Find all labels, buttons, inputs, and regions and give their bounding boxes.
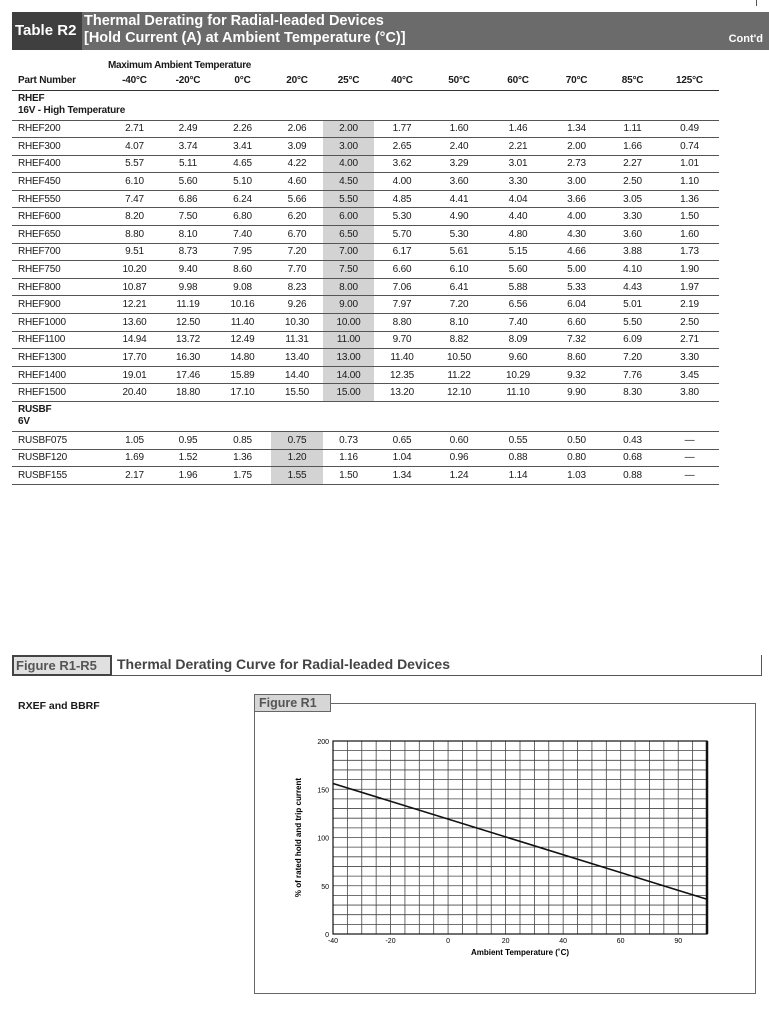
group-name: RHEF bbox=[18, 92, 45, 104]
value-cell: 4.90 bbox=[430, 208, 488, 226]
value-cell: 7.50 bbox=[162, 208, 214, 226]
value-cell: 1.36 bbox=[660, 190, 719, 208]
value-cell: 10.20 bbox=[107, 261, 162, 279]
value-cell: 0.85 bbox=[214, 432, 271, 450]
value-cell: 8.23 bbox=[271, 278, 323, 296]
part-number-cell: RHEF400 bbox=[12, 155, 107, 173]
column-header-part-number: Part Number bbox=[12, 72, 107, 90]
value-cell: 15.50 bbox=[271, 384, 323, 402]
table-row bbox=[12, 138, 719, 156]
value-cell: 11.00 bbox=[323, 331, 374, 349]
value-cell: 6.04 bbox=[548, 296, 605, 314]
table-row bbox=[12, 349, 719, 367]
figure-section-tag: Figure R1-R5 bbox=[12, 655, 112, 676]
value-cell: 1.60 bbox=[430, 120, 488, 138]
value-cell: 6.56 bbox=[488, 296, 548, 314]
value-cell: 1.20 bbox=[271, 449, 323, 467]
part-number-cell: RHEF750 bbox=[12, 261, 107, 279]
value-cell: 7.95 bbox=[214, 243, 271, 261]
table-row bbox=[12, 208, 719, 226]
table-title bbox=[84, 13, 406, 47]
value-cell: 14.94 bbox=[107, 331, 162, 349]
table-row bbox=[12, 173, 719, 191]
value-cell: 0.88 bbox=[605, 467, 660, 485]
value-cell: 3.05 bbox=[605, 190, 660, 208]
value-cell: 9.90 bbox=[548, 384, 605, 402]
column-header-temp: 60°C bbox=[488, 72, 548, 90]
value-cell: 8.20 bbox=[107, 208, 162, 226]
value-cell: 9.60 bbox=[488, 349, 548, 367]
value-cell: 8.10 bbox=[162, 226, 214, 244]
column-header-temp: 20°C bbox=[271, 72, 323, 90]
value-cell: 1.77 bbox=[374, 120, 430, 138]
value-cell: 3.41 bbox=[214, 138, 271, 156]
y-tick-label: 50 bbox=[321, 883, 329, 891]
y-axis-label: % of rated hold and trip current bbox=[294, 777, 303, 898]
value-cell: 7.32 bbox=[548, 331, 605, 349]
value-cell: 4.50 bbox=[323, 173, 374, 191]
column-header-temp: 125°C bbox=[660, 72, 719, 90]
value-cell: 8.09 bbox=[488, 331, 548, 349]
value-cell: 1.46 bbox=[488, 120, 548, 138]
value-cell: 2.73 bbox=[548, 155, 605, 173]
value-cell: 1.16 bbox=[323, 449, 374, 467]
value-cell: 5.70 bbox=[374, 226, 430, 244]
value-cell: 2.06 bbox=[271, 120, 323, 138]
value-cell: 6.20 bbox=[271, 208, 323, 226]
value-cell: 0.50 bbox=[548, 432, 605, 450]
value-cell: 9.32 bbox=[548, 366, 605, 384]
column-group-header: Maximum Ambient Temperature bbox=[108, 60, 252, 71]
column-header-temp: 40°C bbox=[374, 72, 430, 90]
value-cell: 0.74 bbox=[660, 138, 719, 156]
value-cell: 1.03 bbox=[548, 467, 605, 485]
value-cell: 0.55 bbox=[488, 432, 548, 450]
group-name: RUSBF bbox=[18, 404, 52, 415]
value-cell: 7.70 bbox=[271, 261, 323, 279]
part-number-cell: RHEF200 bbox=[12, 120, 107, 138]
value-cell: 9.70 bbox=[374, 331, 430, 349]
figure-subheading: RXEF and BBRF bbox=[18, 700, 100, 712]
value-cell: 14.40 bbox=[271, 366, 323, 384]
y-tick-label: 100 bbox=[317, 835, 329, 843]
value-cell: 1.69 bbox=[107, 449, 162, 467]
value-cell: 6.24 bbox=[214, 190, 271, 208]
table-header-bar bbox=[12, 12, 769, 50]
value-cell: 0.68 bbox=[605, 449, 660, 467]
value-cell: 11.22 bbox=[430, 366, 488, 384]
value-cell: 4.43 bbox=[605, 278, 660, 296]
value-cell: 1.75 bbox=[214, 467, 271, 485]
table-title-line2: [Hold Current (A) at Ambient Temperature (°C)] bbox=[84, 30, 406, 46]
value-cell: 7.97 bbox=[374, 296, 430, 314]
x-axis-label: Ambient Temperature (˚C) bbox=[470, 948, 570, 957]
part-number-cell: RUSBF075 bbox=[12, 432, 107, 450]
table-row bbox=[12, 261, 719, 279]
value-cell: 5.50 bbox=[605, 314, 660, 332]
column-header-temp: 50°C bbox=[430, 72, 488, 90]
value-cell: 6.41 bbox=[430, 278, 488, 296]
value-cell: 2.50 bbox=[605, 173, 660, 191]
value-cell: 8.60 bbox=[214, 261, 271, 279]
value-cell: 11.31 bbox=[271, 331, 323, 349]
value-cell: 9.26 bbox=[271, 296, 323, 314]
value-cell: — bbox=[660, 449, 719, 467]
x-tick-label: 0 bbox=[446, 938, 451, 945]
value-cell: 8.82 bbox=[430, 331, 488, 349]
value-cell: 10.50 bbox=[430, 349, 488, 367]
value-cell: 3.80 bbox=[660, 384, 719, 402]
value-cell: 2.00 bbox=[323, 120, 374, 138]
value-cell: 6.70 bbox=[271, 226, 323, 244]
value-cell: 4.00 bbox=[323, 155, 374, 173]
value-cell: 3.66 bbox=[548, 190, 605, 208]
value-cell: 7.40 bbox=[488, 314, 548, 332]
value-cell: 4.04 bbox=[488, 190, 548, 208]
table-row bbox=[12, 243, 719, 261]
value-cell: 14.80 bbox=[214, 349, 271, 367]
header-row bbox=[12, 72, 719, 90]
part-number-cell: RHEF550 bbox=[12, 190, 107, 208]
table-row bbox=[12, 314, 719, 332]
value-cell: 4.00 bbox=[374, 173, 430, 191]
part-number-cell: RUSBF155 bbox=[12, 467, 107, 485]
value-cell: 6.10 bbox=[107, 173, 162, 191]
column-header-temp: 0°C bbox=[214, 72, 271, 90]
value-cell: 12.10 bbox=[430, 384, 488, 402]
value-cell: 5.50 bbox=[323, 190, 374, 208]
value-cell: 4.60 bbox=[271, 173, 323, 191]
value-cell: — bbox=[660, 432, 719, 450]
table-tag: Table R2 bbox=[12, 12, 82, 50]
value-cell: 3.62 bbox=[374, 155, 430, 173]
value-cell: 9.40 bbox=[162, 261, 214, 279]
table-row bbox=[12, 432, 719, 450]
page-corner-mark bbox=[756, 0, 757, 6]
part-number-cell: RHEF1500 bbox=[12, 384, 107, 402]
value-cell: 5.66 bbox=[271, 190, 323, 208]
value-cell: 5.10 bbox=[214, 173, 271, 191]
value-cell: 1.05 bbox=[107, 432, 162, 450]
value-cell: 3.30 bbox=[660, 349, 719, 367]
value-cell: 0.43 bbox=[605, 432, 660, 450]
value-cell: 1.60 bbox=[660, 226, 719, 244]
value-cell: 4.07 bbox=[107, 138, 162, 156]
value-cell: 12.21 bbox=[107, 296, 162, 314]
value-cell: 7.76 bbox=[605, 366, 660, 384]
derating-table bbox=[12, 72, 719, 485]
value-cell: 3.60 bbox=[430, 173, 488, 191]
x-tick-label: 20 bbox=[501, 938, 510, 945]
value-cell: 4.30 bbox=[548, 226, 605, 244]
table-row bbox=[12, 366, 719, 384]
value-cell: 10.30 bbox=[271, 314, 323, 332]
value-cell: 9.00 bbox=[323, 296, 374, 314]
value-cell: 18.80 bbox=[162, 384, 214, 402]
value-cell: 3.60 bbox=[605, 226, 660, 244]
value-cell: 8.00 bbox=[323, 278, 374, 296]
value-cell: 1.36 bbox=[214, 449, 271, 467]
table-row bbox=[12, 190, 719, 208]
value-cell: 20.40 bbox=[107, 384, 162, 402]
value-cell: 4.65 bbox=[214, 155, 271, 173]
value-cell: 6.60 bbox=[548, 314, 605, 332]
value-cell: 2.71 bbox=[107, 120, 162, 138]
value-cell: 6.60 bbox=[374, 261, 430, 279]
value-cell: 0.60 bbox=[430, 432, 488, 450]
table-row bbox=[12, 384, 719, 402]
value-cell: 11.40 bbox=[214, 314, 271, 332]
value-cell: 7.20 bbox=[605, 349, 660, 367]
value-cell: 10.29 bbox=[488, 366, 548, 384]
value-cell: 4.10 bbox=[605, 261, 660, 279]
value-cell: 4.66 bbox=[548, 243, 605, 261]
value-cell: 1.04 bbox=[374, 449, 430, 467]
value-cell: 17.10 bbox=[214, 384, 271, 402]
value-cell: 5.60 bbox=[162, 173, 214, 191]
value-cell: 0.96 bbox=[430, 449, 488, 467]
figure-label: Figure R1 bbox=[254, 694, 331, 712]
value-cell: — bbox=[660, 467, 719, 485]
value-cell: 2.65 bbox=[374, 138, 430, 156]
column-header-temp: -20°C bbox=[162, 72, 214, 90]
value-cell: 9.98 bbox=[162, 278, 214, 296]
value-cell: 3.01 bbox=[488, 155, 548, 173]
value-cell: 0.75 bbox=[271, 432, 323, 450]
value-cell: 3.09 bbox=[271, 138, 323, 156]
value-cell: 2.49 bbox=[162, 120, 214, 138]
value-cell: 11.10 bbox=[488, 384, 548, 402]
y-tick-label: 150 bbox=[317, 787, 329, 795]
x-tick-label: 90 bbox=[674, 938, 683, 945]
part-number-cell: RHEF800 bbox=[12, 278, 107, 296]
value-cell: 6.50 bbox=[323, 226, 374, 244]
value-cell: 5.61 bbox=[430, 243, 488, 261]
value-cell: 4.00 bbox=[548, 208, 605, 226]
part-number-cell: RHEF1400 bbox=[12, 366, 107, 384]
value-cell: 1.34 bbox=[548, 120, 605, 138]
value-cell: 5.88 bbox=[488, 278, 548, 296]
table-title-line1: Thermal Derating for Radial-leaded Devices bbox=[84, 13, 384, 29]
table-row bbox=[12, 449, 719, 467]
value-cell: 13.00 bbox=[323, 349, 374, 367]
value-cell: 2.00 bbox=[548, 138, 605, 156]
part-number-cell: RHEF450 bbox=[12, 173, 107, 191]
value-cell: 9.51 bbox=[107, 243, 162, 261]
value-cell: 1.24 bbox=[430, 467, 488, 485]
value-cell: 7.20 bbox=[430, 296, 488, 314]
value-cell: 12.49 bbox=[214, 331, 271, 349]
value-cell: 0.49 bbox=[660, 120, 719, 138]
value-cell: 13.40 bbox=[271, 349, 323, 367]
part-number-cell: RHEF700 bbox=[12, 243, 107, 261]
value-cell: 8.60 bbox=[548, 349, 605, 367]
value-cell: 5.00 bbox=[548, 261, 605, 279]
value-cell: 5.01 bbox=[605, 296, 660, 314]
table-row bbox=[12, 296, 719, 314]
value-cell: 8.10 bbox=[430, 314, 488, 332]
value-cell: 2.50 bbox=[660, 314, 719, 332]
value-cell: 17.70 bbox=[107, 349, 162, 367]
value-cell: 5.30 bbox=[374, 208, 430, 226]
value-cell: 10.00 bbox=[323, 314, 374, 332]
value-cell: 5.60 bbox=[488, 261, 548, 279]
value-cell: 7.50 bbox=[323, 261, 374, 279]
value-cell: 1.52 bbox=[162, 449, 214, 467]
value-cell: 13.60 bbox=[107, 314, 162, 332]
value-cell: 3.00 bbox=[323, 138, 374, 156]
value-cell: 2.17 bbox=[107, 467, 162, 485]
value-cell: 4.40 bbox=[488, 208, 548, 226]
value-cell: 0.80 bbox=[548, 449, 605, 467]
value-cell: 13.20 bbox=[374, 384, 430, 402]
value-cell: 5.33 bbox=[548, 278, 605, 296]
value-cell: 1.55 bbox=[271, 467, 323, 485]
value-cell: 0.95 bbox=[162, 432, 214, 450]
table-row bbox=[12, 120, 719, 138]
table-row bbox=[12, 331, 719, 349]
value-cell: 7.06 bbox=[374, 278, 430, 296]
value-cell: 1.11 bbox=[605, 120, 660, 138]
figure-section-bar bbox=[12, 655, 762, 676]
value-cell: 1.50 bbox=[660, 208, 719, 226]
value-cell: 5.11 bbox=[162, 155, 214, 173]
derating-chart bbox=[280, 730, 730, 970]
value-cell: 2.71 bbox=[660, 331, 719, 349]
part-number-cell: RHEF1000 bbox=[12, 314, 107, 332]
value-cell: 1.34 bbox=[374, 467, 430, 485]
value-cell: 7.00 bbox=[323, 243, 374, 261]
value-cell: 1.01 bbox=[660, 155, 719, 173]
value-cell: 1.14 bbox=[488, 467, 548, 485]
part-number-cell: RHEF600 bbox=[12, 208, 107, 226]
value-cell: 3.00 bbox=[548, 173, 605, 191]
table-row bbox=[12, 278, 719, 296]
value-cell: 2.40 bbox=[430, 138, 488, 156]
value-cell: 1.97 bbox=[660, 278, 719, 296]
figure-section-title: Thermal Derating Curve for Radial-leaded Devices bbox=[117, 656, 450, 672]
value-cell: 8.80 bbox=[107, 226, 162, 244]
value-cell: 14.00 bbox=[323, 366, 374, 384]
value-cell: 6.86 bbox=[162, 190, 214, 208]
value-cell: 0.65 bbox=[374, 432, 430, 450]
value-cell: 6.17 bbox=[374, 243, 430, 261]
value-cell: 8.73 bbox=[162, 243, 214, 261]
value-cell: 1.90 bbox=[660, 261, 719, 279]
value-cell: 3.30 bbox=[488, 173, 548, 191]
value-cell: 12.50 bbox=[162, 314, 214, 332]
value-cell: 2.26 bbox=[214, 120, 271, 138]
value-cell: 1.96 bbox=[162, 467, 214, 485]
x-tick-label: -20 bbox=[385, 938, 396, 945]
y-tick-label: 200 bbox=[317, 739, 329, 746]
value-cell: 15.00 bbox=[323, 384, 374, 402]
value-cell: 12.35 bbox=[374, 366, 430, 384]
part-number-cell: RHEF900 bbox=[12, 296, 107, 314]
value-cell: 1.10 bbox=[660, 173, 719, 191]
value-cell: 3.45 bbox=[660, 366, 719, 384]
value-cell: 10.16 bbox=[214, 296, 271, 314]
x-tick-label: -40 bbox=[327, 938, 339, 945]
group-row bbox=[12, 402, 719, 432]
value-cell: 4.22 bbox=[271, 155, 323, 173]
value-cell: 7.40 bbox=[214, 226, 271, 244]
value-cell: 4.41 bbox=[430, 190, 488, 208]
continued-label: Cont'd bbox=[728, 33, 763, 45]
column-header-temp: 25°C bbox=[323, 72, 374, 90]
value-cell: 15.89 bbox=[214, 366, 271, 384]
value-cell: 13.72 bbox=[162, 331, 214, 349]
column-header-temp: -40°C bbox=[107, 72, 162, 90]
value-cell: 17.46 bbox=[162, 366, 214, 384]
x-tick-label: 60 bbox=[616, 938, 625, 945]
table-row bbox=[12, 467, 719, 485]
value-cell: 3.29 bbox=[430, 155, 488, 173]
value-cell: 16.30 bbox=[162, 349, 214, 367]
group-heading bbox=[12, 90, 719, 120]
value-cell: 2.21 bbox=[488, 138, 548, 156]
group-heading bbox=[12, 402, 719, 432]
value-cell: 11.19 bbox=[162, 296, 214, 314]
value-cell: 4.80 bbox=[488, 226, 548, 244]
part-number-cell: RHEF300 bbox=[12, 138, 107, 156]
value-cell: 10.87 bbox=[107, 278, 162, 296]
value-cell: 8.80 bbox=[374, 314, 430, 332]
value-cell: 9.08 bbox=[214, 278, 271, 296]
value-cell: 6.10 bbox=[430, 261, 488, 279]
value-cell: 2.27 bbox=[605, 155, 660, 173]
value-cell: 5.30 bbox=[430, 226, 488, 244]
value-cell: 7.20 bbox=[271, 243, 323, 261]
part-number-cell: RHEF1300 bbox=[12, 349, 107, 367]
value-cell: 1.66 bbox=[605, 138, 660, 156]
group-subtitle: 16V - High Temperature bbox=[18, 104, 126, 116]
table-row bbox=[12, 155, 719, 173]
value-cell: 3.74 bbox=[162, 138, 214, 156]
value-cell: 6.80 bbox=[214, 208, 271, 226]
value-cell: 3.88 bbox=[605, 243, 660, 261]
value-cell: 0.73 bbox=[323, 432, 374, 450]
part-number-cell: RUSBF120 bbox=[12, 449, 107, 467]
value-cell: 11.40 bbox=[374, 349, 430, 367]
value-cell: 7.47 bbox=[107, 190, 162, 208]
value-cell: 4.85 bbox=[374, 190, 430, 208]
value-cell: 1.73 bbox=[660, 243, 719, 261]
value-cell: 0.88 bbox=[488, 449, 548, 467]
value-cell: 6.00 bbox=[323, 208, 374, 226]
value-cell: 1.50 bbox=[323, 467, 374, 485]
value-cell: 2.19 bbox=[660, 296, 719, 314]
value-cell: 3.30 bbox=[605, 208, 660, 226]
value-cell: 5.15 bbox=[488, 243, 548, 261]
value-cell: 19.01 bbox=[107, 366, 162, 384]
column-header-temp: 85°C bbox=[605, 72, 660, 90]
part-number-cell: RHEF650 bbox=[12, 226, 107, 244]
value-cell: 8.30 bbox=[605, 384, 660, 402]
column-header-temp: 70°C bbox=[548, 72, 605, 90]
value-cell: 6.09 bbox=[605, 331, 660, 349]
y-tick-label: 0 bbox=[325, 932, 329, 939]
x-tick-label: 40 bbox=[559, 938, 568, 945]
value-cell: 5.57 bbox=[107, 155, 162, 173]
part-number-cell: RHEF1100 bbox=[12, 331, 107, 349]
table-row bbox=[12, 226, 719, 244]
group-subtitle: 6V bbox=[18, 416, 30, 427]
group-row bbox=[12, 90, 719, 120]
